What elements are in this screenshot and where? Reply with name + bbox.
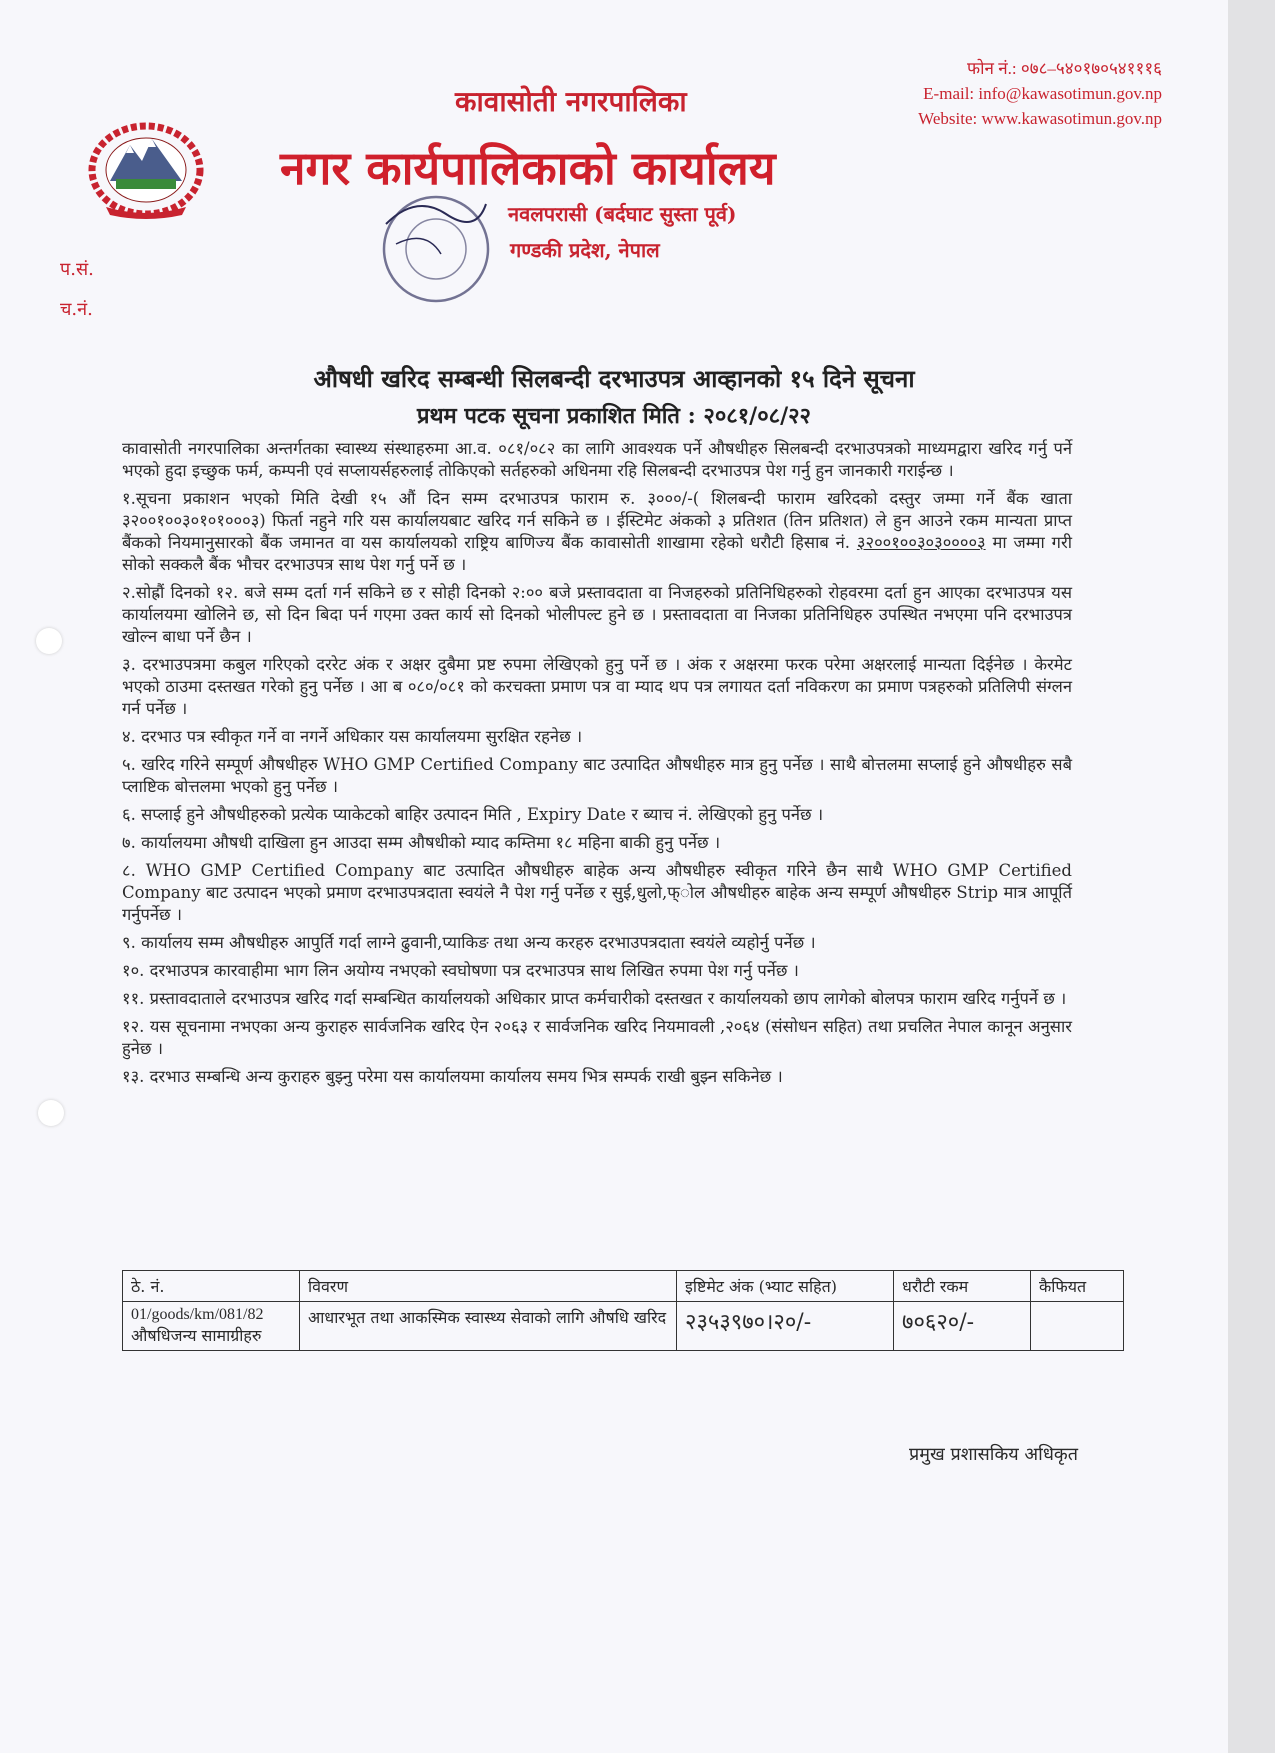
- email-text: E-mail: info@kawasotimun.gov.np: [923, 84, 1162, 103]
- contract-category-text: औषधिजन्य सामाग्रीहरु: [131, 1326, 262, 1345]
- table-row: [123, 1302, 1124, 1351]
- notice-item-3: ३. दरभाउपत्रमा कबुल गरिएको दररेट अंक र अक्षर दुबैमा प्रष्ट रुपमा लेखिएको हुनु पर्ने छ । अंक र अक्षरमा फरक परेमा अक्षरलाई मान्यता दिईनेछ । केरमेट भएको ठाउमा दस्तखत गरेको हुनु पर्नेछ । आ ब ०८०/०८१ को करचक्ता प्रमाण पत्र वा म्याद थप पत्र लगायत दर्ता नविकरण का प्रमाण पत्रहरुको प्रतिलिपी संग्लन गर्न पर्नेछ ।: [122, 655, 1072, 718]
- description-cell: आधारभूत तथा आकस्मिक स्वास्थ्य सेवाको लागि औषधि खरिद: [300, 1302, 677, 1351]
- notice-item-12: १२. यस सूचनामा नभएका अन्य कुराहरु सार्वजनिक खरिद ऐन २०६३ र सार्वजनिक खरिद नियमावली ,२०६४ (संसोधन सहित) तथा प्रचलित नेपाल कानून अनुसार हुनेछ ।: [122, 1017, 1072, 1058]
- ref-no-label: प.सं.: [60, 259, 94, 280]
- table-header-row: [123, 1271, 1124, 1302]
- contact-block: [918, 56, 1162, 131]
- website-text: Website: www.kawasotimun.gov.np: [918, 109, 1162, 128]
- item-1-text-a: १.सूचना प्रकाशन भएको मिति देखी १५ औं दिन सम्म दरभाउपत्र फाराम रु. ३०००/-( शिलबन्दी फाराम खरिदको दस्तुर जम्मा गर्ने बैंक खाता ३२००१००३०१०१०००३) फिर्ता नहुने गरि यस कार्यालयबाट खरिद गर्न सकिने छ । ईस्टिमेट अंकको ३ प्रतिशत (तिन प्रतिशत) ले हुन आउने रकम मान्यता प्राप्त बैंकको नियमानुसारको बैंक जमानत वा यस कार्यालयको राष्ट्रिय बाणिज्य बैंक कावासोती शाखामा रहेको धरौटी हिसाब नं.: [122, 489, 1072, 552]
- signature-title: प्रमुख प्रशासकिय अधिकृत: [909, 1444, 1078, 1465]
- notice-item-8: ८. WHO GMP Certified Company बाट उत्पादित औषधीहरु बाहेक अन्य औषधीहरु स्वीकृत गरिने छैन साथै WHO GMP Certified Company बाट उत्पादन भएको प्रमाण दरभाउपत्रदाता स्वयंले नै पेश गर्नु पर्नेछ र सुई,धुलो,फ्ोल औषधीहरु बाहेक अन्य सम्पूर्ण औषधीहरु Strip मात्र आपूर्ति गर्नुपर्नेछ ।: [122, 861, 1072, 924]
- notice-body: [122, 438, 1072, 1094]
- municipality-name: कावासोती नगरपालिका: [455, 85, 687, 118]
- notice-item-1: [122, 488, 1072, 576]
- notice-publish-date: प्रथम पटक सूचना प्रकाशित मिति : २०८१/०८/२२: [416, 403, 812, 429]
- contract-table: [122, 1270, 1124, 1351]
- col-description: विवरण: [300, 1271, 677, 1302]
- notice-title: औषधी खरिद सम्बन्धी सिलबन्दी दरभाउपत्र आव्हानको १५ दिने सूचना: [313, 364, 915, 393]
- phone-text: फोन नं.: ०७८–५४०१७०५४१११६: [967, 59, 1162, 78]
- notice-item-2: २.सोह्रौं दिनको १२. बजे सम्म दर्ता गर्न सकिने छ र सोही दिनको २:०० बजे प्रस्तावदाता वा निजहरुको प्रतिनिधिहरुको रोहवरमा दर्ता हुन आएका दरभाउपत्र यस कार्यालयमा खोलिने छ, सो दिन बिदा पर्न गएमा उक्त कार्य सो दिनको भोलीपल्ट हुने छ । प्रस्तावदाता वा निजका प्रतिनिधिहरु उपस्थित नभएमा पनि दरभाउपत्र खोल्न बाधा पर्ने छैन ।: [122, 583, 1072, 646]
- notice-item-13: १३. दरभाउ सम्बन्धि अन्य कुराहरु बुझ्नु परेमा यस कार्यालयमा कार्यालय समय भित्र सम्पर्क राखी बुझ्न सकिनेछ ।: [122, 1067, 783, 1086]
- remarks-cell: [1031, 1302, 1124, 1351]
- notice-item-5: ५. खरिद गरिने सम्पूर्ण औषधीहरु WHO GMP Certified Company बाट उत्पादित औषधीहरु मात्र हुनु पर्नेछ । साथै बोत्तलमा सप्लाई हुने औषधीहरु सबै प्लाष्टिक बोत्तलमा भएको हुनु पर्नेछ ।: [122, 755, 1072, 796]
- notice-item-7: ७. कार्यालयमा औषधी दाखिला हुन आउदा सम्म औषधीको म्याद कम्तिमा १८ महिना बाकी हुनु पर्नेछ ।: [122, 833, 721, 852]
- notice-item-9: ९. कार्यालय सम्म औषधीहरु आपुर्ति गर्दा लाग्ने ढुवानी,प्याकिङ तथा अन्य करहरु दरभाउपत्रदाता स्वयंले व्यहोर्नु पर्नेछ ।: [122, 933, 816, 952]
- notice-item-4: ४. दरभाउ पत्र स्वीकृत गर्ने वा नगर्ने अधिकार यस कार्यालयमा सुरक्षित रहनेछ ।: [122, 727, 583, 746]
- col-deposit: धरौटी रकम: [894, 1271, 1031, 1302]
- notice-item-10: १०. दरभाउपत्र कारवाहीमा भाग लिन अयोग्य नभएको स्वघोषणा पत्र दरभाउपत्र साथ लिखित रुपमा पेश गर्नु पर्नेछ ।: [122, 961, 799, 980]
- estimate-cell: २३५३९७०।२०/-: [677, 1302, 894, 1351]
- office-name: नगर कार्यपालिकाको कार्यालय: [280, 141, 776, 195]
- address-line-2: गण्डकी प्रदेश, नेपाल: [510, 238, 660, 262]
- intro-paragraph: कावासोती नगरपालिका अन्तर्गतका स्वास्थ्य संस्थाहरुमा आ.व. ०८१/०८२ का लागि आवश्यक पर्ने औषधीहरु सिलबन्दी दरभाउपत्रको माध्यमद्वारा खरिद गर्नु पर्ने भएको हुदा इच्छुक फर्म, कम्पनी एवं सप्लायर्सहरुलाई तोकिएको सर्तहरुको अधिनमा रहि सिलबन्दी दरभाउपत्र पेश गर्नु हुन जानकारी गराईन्छ ।: [122, 439, 1072, 480]
- scan-edge: [1228, 0, 1275, 1753]
- deposit-account-number: ३२००१००३०३००००३: [856, 533, 986, 552]
- dispatch-no-label: च.नं.: [60, 299, 93, 320]
- contract-no-cell: [123, 1302, 300, 1351]
- col-estimate: इष्टिमेट अंक (भ्याट सहित): [677, 1271, 894, 1302]
- notice-item-6: ६. सप्लाई हुने औषधीहरुको प्रत्येक प्याकेटको बाहिर उत्पादन मिति , Expiry Date र ब्याच नं. लेखिएको हुनु पर्नेछ ।: [122, 805, 824, 824]
- punch-hole: [38, 1100, 64, 1126]
- punch-hole: [36, 628, 62, 654]
- col-remarks: कैफियत: [1031, 1271, 1124, 1302]
- address-line-1: नवलपरासी (बर्दघाट सुस्ता पूर्व): [508, 202, 737, 226]
- item-1-text-b: मा जम्मा गरी सोको सक्कलै बैंक भौचर दरभाउपत्र साथ पेश गर्नु पर्ने छ ।: [122, 533, 1072, 574]
- nepal-emblem-icon: [86, 115, 206, 220]
- notice-item-11: ११. प्रस्तावदाताले दरभाउपत्र खरिद गर्दा सम्बन्धित कार्यालयको अधिकार प्राप्त कर्मचारीको दस्तखत र कार्यालयको छाप लागेको बोलपत्र फाराम खरिद गर्नुपर्ने छ ।: [122, 989, 1067, 1008]
- col-contract-no: ठे. नं.: [123, 1271, 300, 1302]
- office-stamp-icon: [366, 184, 506, 314]
- deposit-cell: ७०६२०/-: [894, 1302, 1031, 1351]
- contract-no-text: 01/goods/km/081/82: [131, 1306, 264, 1323]
- reference-fields: [60, 250, 94, 330]
